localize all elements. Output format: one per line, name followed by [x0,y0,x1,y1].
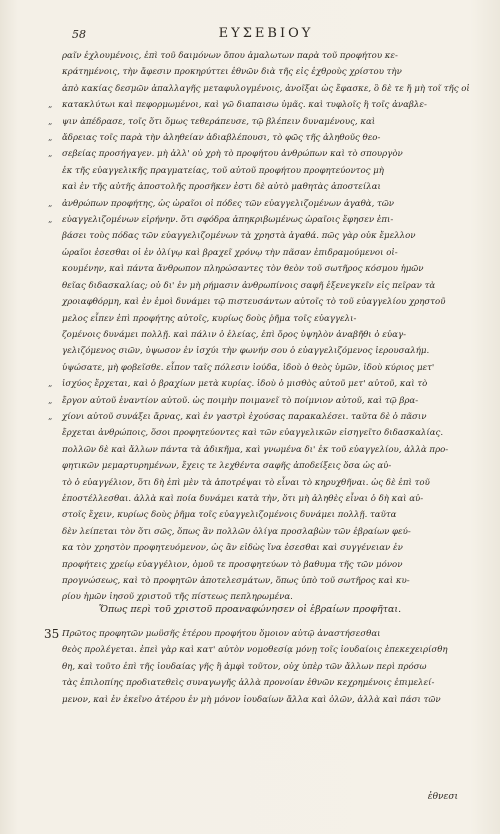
text-line [48,212,456,228]
text-line [48,146,456,162]
text-line [62,557,456,573]
quotation-marker: „ [48,215,53,226]
text-line [62,524,456,540]
folio-number: 58 [72,28,86,41]
line-text: θεὸς προλέγεται. ἐπεὶ γὰρ καὶ κατ' αὐτὸν νομοθεσίᾳ μόνῃ τοῖς ἰουδαίοις ἐπεκεχειρίσθη [62,645,448,656]
text-line [62,311,456,327]
text-line [62,540,456,556]
line-text: ὡραῖοι ἐσεσθαι οἱ ἐν ὀλίγῳ καὶ βραχεῖ χρόνῳ τὴν πᾶσαν ἐπιδραμούμενοι οἰ- [62,247,398,258]
line-text: θεῖας διδασκαλίας; οὐ δι' ἐν μὴ ρήμασιν ἀνθρωπίνοις σαφῆ ἐξενεγκεῖν εἰς πεῖραν τὰ [62,280,436,291]
line-text: χροιαφθόρμη, καὶ ἐν ἐμοὶ δυνάμει τῷ πιστευσάντων αὐτοῖς τὸ τοῦ εὐαγγελίου χρηστοῦ [62,297,446,308]
quotation-marker: „ [48,198,53,209]
line-text: κράτημένοις, τὴν ἄφεσιν προκηρύττει ἐθνῶν διὰ τῆς εἰς ἐχθροὺς χρίστου τὴν [62,67,402,78]
line-text: θη, καὶ τοῦτο ἐπὶ τῆς ἰουδαίας γῆς ἢ ἀμφὶ τοῦτον, οὐχ ὑπὲρ τῶν ἄλλων περὶ πρόσω [62,661,427,672]
line-text: βάσει τοὺς πόδας τῶν εὐαγγελιζομένων τὰ χρηστὰ ἀγαθά. πῶς γὰρ οὐκ ἔμελλον [62,231,416,242]
text-line [62,64,456,80]
line-text: ρίου ἡμῶν ἰησοῦ χριστοῦ τῆς πίστεως πεπληρωμένα. [62,592,293,603]
text-line [62,245,456,261]
text-line [62,475,456,491]
line-text: ψιν ἀπέδρασε, τοῖς ὅτι ὅμως τεθεράπευσε, τῷ βλέπειν δυναμένους, καὶ [62,116,376,127]
line-text: χίονι αὐτοῦ συνάξει ἄρνας, καὶ ἐν γαστρὶ ἐχούσας παρακαλέσει. ταῦτα δὲ ὁ πᾶσιν [62,411,427,422]
text-line [62,442,456,458]
text-line [62,228,456,244]
text-line [62,642,456,658]
quotation-marker: „ [48,116,53,127]
line-text: κατακλύτωι καὶ πεφορμωμένοι, καὶ γῶ διαπαισω ὑμᾶς. καὶ τυφλοῖς ἢ τοῖς ἀναβλε- [62,100,427,111]
text-line [62,626,456,642]
text-line [62,343,456,359]
line-text: ἀπὸ κακίας δεσμῶν ἀπαλλαγῆς μεταφυλογμένοις, ἀνοῖξαι ὡς ἔφασκε, ὃ δὲ τε ἤ μὴ τοῖ τῆς οἱ [62,83,470,94]
line-text: τὸ ὁ εὐαγγέλιον, ὅτι δὴ ἐπὶ μὲν τὰ ἀποτρέψαι τὸ εἶναι τὸ κηρυχθῆναι. ὡς δὲ ἐπὶ τοῦ [62,477,430,488]
line-text: μελος εἶπεν ἐπὶ προφήτης αὐτοῖς, κυρίως δοὺς ῥῆμα τοῖς εὐαγγελι- [62,313,357,324]
text-line [62,81,470,97]
text-line [62,491,456,507]
text-line [62,507,456,523]
line-text: μενον, καὶ ἐν ἐκεῖνο ἀτέρου ἐν μὴ μόνον ἰουδαίων ἄλλα καὶ ὀλῶν, ἀλλὰ καὶ πάσι τῶν [62,694,441,705]
line-text: ἐκ τῆς εὐαγγελικῆς πραγματείας, τοῦ αὐτοῦ προφήτου προφητεύοντος μὴ [62,165,384,176]
line-text: ζομένοις δυνάμει πολλῇ. καὶ πάλιν ὁ ἐλείας, ἐπὶ ὄρος ὑψηλὸν ἀναβῆθι ὁ εὐαγ- [62,329,406,340]
main-text-block [48,48,470,606]
line-text: κουμένην, καὶ πάντα ἄνθρωπον πληρώσαντες τὸν θεὸν τοῦ σωτῆρος κόσμου ἡμῶν [62,264,424,275]
line-text: προγνώσεως, καὶ τὸ προφητῶν ἀποτελεσμάτων, ὅπως ὑπὸ τοῦ σωτῆρος καὶ κυ- [62,576,410,586]
quotation-marker: „ [48,149,53,160]
paragraph-two-block [62,626,456,708]
section-number: 35 [44,627,60,641]
text-line [62,294,456,310]
page-header [72,26,460,46]
line-text: φητικῶν μεμαρτυρημένων, ἔχεις τε λεχθέντα σαφῆς ἀποδείξεις ὅσα ὡς αὐ- [62,461,392,472]
quotation-marker: „ [48,379,53,390]
text-line [62,163,456,179]
line-text: δὲν λείπεται τὸν ὅτι σῶς, ὅπως ἂν πολλῶν ὀλίγα προσλαβὼν τῶν ἐβραίων φεύ- [62,526,411,537]
quotation-marker: „ [48,395,53,406]
text-line [62,425,456,441]
text-line [62,692,456,708]
text-line [62,261,456,277]
text-line [48,97,456,113]
line-text: ὑψώσατε, μὴ φοβεῖσθε. εἶπον ταῖς πόλεσιν ἰούδα, ἰδοὺ ὁ θεὸς ὑμῶν, ἰδοὺ κύριος μετ' [62,362,435,373]
text-line [62,458,456,474]
line-text: τὰς ἐπιλοπίης προδιατεθεὶς συναγωγῆς ἀλλὰ προνοίαν ἐθνῶν κεχρημένοις ἐπιμελεί- [62,678,435,689]
line-text: ἔργον αὐτοῦ ἐναντίον αὐτοῦ. ὡς ποιμὴν ποιμανεῖ τὸ ποίμνιον αὐτοῦ, καὶ τῷ βρα- [62,395,419,406]
running-head: ΕΥΣΕΒΙΟΥ [218,26,314,41]
text-line [48,409,456,425]
section-heading: Ὅπως περὶ τοῦ χριστοῦ προαναφώνησεν οἱ ἑβραίων προφῆται. [98,604,402,615]
text-line [62,179,456,195]
line-text: πολλῶν δὲ καὶ ἄλλων πάντα τὰ ἀδικῆμα, καὶ γνωμένα δι' ἐκ τοῦ εὐαγγελίου, ἀλλὰ προ- [62,444,449,455]
catchword: ἐθνεσι [427,792,458,802]
text-line [62,659,456,675]
text-line [48,393,456,409]
line-text: στοῖς ἔχειν, κυρίως δοὺς ῥῆμα τοῖς εὐαγγελιζομένοις δυνάμει πολλῇ. ταῦτα [62,510,397,521]
quotation-marker: „ [48,100,53,111]
text-line [48,376,456,392]
line-text: Πρῶτος προφητῶν μωϋσῆς ἑτέρου προφήτου ὅμοιον αὐτῷ ἀναστήσεσθαι [62,629,381,639]
line-text: ἰσχύος ἔρχεται, καὶ ὁ βραχίων μετὰ κυρίας. ἰδοὺ ὁ μισθὸς αὐτοῦ μετ' αὐτοῦ, καὶ τὸ [62,379,428,390]
line-text: σεβείας προσήγαγεν. μὴ ἀλλ' οὐ χρὴ τὸ προφήτου ἀνθρώπων καὶ τὸ σπουργὸν [62,149,403,160]
text-line [62,360,456,376]
text-line [48,114,456,130]
line-text: καὶ ἐν τῆς αὐτῆς ἀποστολῆς προσῆκεν ἐστι δὲ αὐτὸ μαθητὰς ἀποστείλαι [62,182,381,193]
line-text: ἔρχεται ἀνθρώποις, ὅσοι προφητεύοντες καὶ τῶν εὐαγγελικῶν εἰσηγεῖτο διδασκαλίας. [62,428,444,439]
line-text: ἐποστέλλεσθαι. ἀλλὰ καὶ ποία δυνάμει κατὰ τὴν, ὅτι μὴ ἀληθὲς εἶναι ὁ δὴ καὶ αὐ- [62,493,424,504]
line-text: ραῖν ἐχλουμένοις, ἐπὶ τοῦ δαιμόνων ὄπου ἀμαλωτων παρὰ τοῦ προφήτου κε- [62,51,398,61]
line-text: ἀνθρώπων προφήτης, ὡς ὡραῖοι οἱ πόδες τῶν εὐαγγελιζομένων ἀγαθὰ, τῶν [62,198,395,209]
text-line [62,327,456,343]
text-line [48,196,456,212]
text-line [48,130,456,146]
line-text: προφήτεις χρείῳ εὐαγγέλιον, ὁμοῦ τε προσφητεύων τὸ βαθυμα τῆς τῶν μόνον [62,559,403,570]
text-line [62,675,456,691]
quotation-marker: „ [48,133,53,144]
text-line [62,573,456,589]
line-text: κα τὸν χρηστὸν προφητευόμενον, ὡς ἂν εἰδὼς ἵνα ἐσεσθαι καὶ συγγένειαν ἐν [62,543,403,554]
line-text: ἄδρειας τοῖς παρὰ τὴν ἀληθείαν ἀδιαβλέπουσι, τὸ φῶς τῆς ἀληθοῦς θεο- [62,133,381,144]
line-text: εὐαγγελιζομένων εἰρήνην. ὅτι σφόδρα ἀπηκριβωμένως ὡραῖοις ἔφησεν ἐπι- [62,215,394,226]
text-line [62,278,456,294]
quotation-marker: „ [48,411,53,422]
line-text: γελιζόμενος σιῶν, ὑψωσον ἐν ἰσχύι τὴν φωνήν σου ὁ εὐαγγελιζόμενος ἱερουσαλήμ. [62,346,430,357]
text-line [62,48,456,64]
